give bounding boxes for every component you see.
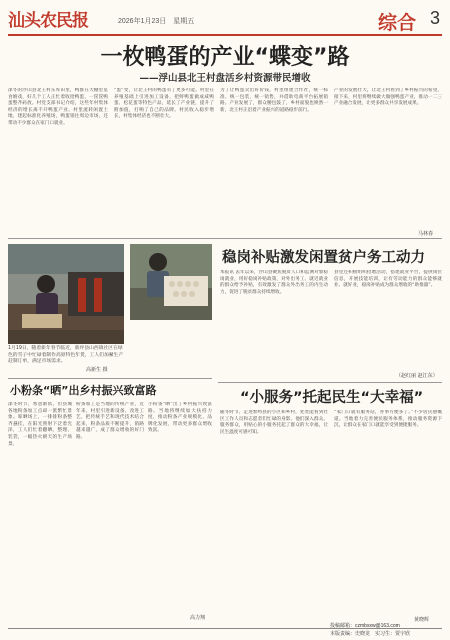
divider: [218, 382, 442, 383]
lead-column-1: 深冬的浮山县北王村东库田里，鸭群在大棚里觅食嬉戏，好几个工人正忙着收拾鸭蛋，一筐筐鸭蛋整齐码放。村党支部书记介绍，这些年村集体经济的增长离不开鸭蛋产业。村里流转闲置土地，建起标准化养殖场，鸭蛋销往周边市场，还带动不少群众在家门口就业。: [8, 88, 108, 126]
story-2-column-2: 县里还积极组织招聘活动，搭建就业平台，提供岗位信息，开展技能培训，让有劳动能力的群众能够就业、就好业，稳岗补贴成为群众增收的“助推器”。: [334, 270, 442, 289]
story-4-headline: “小服务”托起民生“大幸福”: [240, 390, 424, 406]
divider: [8, 238, 442, 239]
lead-subhead: ——浮山县北王村盘活乡村资源带民增收: [139, 73, 311, 84]
photo-woman-gate: [8, 244, 124, 344]
story-2-column-1: 本报讯 去年以来，浮山县聚焦脱贫人口和监测对象稳岗就业，用好稳岗补贴政策，对外出务工、就近就业的群众给予补贴，有效激发了群众外出务工的内生动力，促进了脱贫群众持续增收。: [220, 270, 328, 295]
story-3-column-2: 粉条加工是当地的传统产业，近年来，村里引进新设备、改进工艺，把传统手艺和现代技术结合起来，粉条品质不断提升，销路越来越广，成了群众增收的好门路。: [76, 402, 144, 440]
masthead: [8, 6, 442, 36]
story-3-column-3: 小粉条“晒”出了乡村振兴致富路。当地将继续加大扶持力度，推动粉条产业规模化、品牌化发展，带动更多群众增收致富。: [148, 402, 212, 434]
lead-reporter: 马林春: [418, 231, 434, 237]
story-2-credit: （赵红丽 赵江东）: [396, 373, 438, 379]
divider: [8, 378, 212, 379]
issue-date: 2026年1月23日 星期五: [118, 18, 195, 25]
photo-credit: 高新生 摄: [86, 367, 108, 373]
photo-eggs: [130, 244, 212, 320]
story-3-credit: 高力翔: [190, 615, 206, 621]
newspaper-logo: 汕头农民报: [8, 11, 88, 31]
story-4-column-1: 随冬时节，走进繁峙县的小区和乡村，处处能看到社区工作人员和志愿者们忙碌的身影。他们深入群众、服务群众，用贴心的小服务托起了群众的大幸福，让民生温度可感可知。: [220, 410, 328, 435]
story-4-credit: 黄晓辉: [414, 617, 430, 623]
story-3-headline: 小粉条“晒”出乡村振兴致富路: [10, 384, 157, 397]
footer-editor: 本版责编：史晓龙 实习生：贾宇欣: [330, 631, 411, 637]
story-2-headline: 稳岗补贴激发闲置贫户务工动力: [222, 250, 425, 266]
lead-column-3: 为了让鸭蛋卖出好价钱，村里组建合作社，统一标准、统一包装、统一销售，并借助电商平台拓展销路。产业发展了，群众腰包鼓了，乡村面貌也焕然一新，北王村正沿着产业振兴的道路稳步前行。: [220, 88, 328, 113]
lead-column-4: 产业的发展壮大，让北王村看到了乡村振兴的希望，接下来，村里将继续做大做强鸭蛋产业，推动一二三产业融合发展，让更多群众共享发展成果。: [334, 88, 442, 107]
story-4-column-2: “家门口就有服务站，办事方便多了。”不少居民感慨道。当地着力完善便民服务体系，推动服务资源下沉，让群众在家门口就能享受到便捷服务。: [334, 410, 442, 429]
lead-headline: 一枚鸭蛋的产业“蝶变”路: [100, 45, 350, 70]
page-number: 3: [429, 8, 440, 28]
lead-column-2: “蛋”变，让北王村的鸭蛋有了更多可能。村里在养殖基础上引进加工设备，把鲜鸭蛋做成咸鸭蛋、松花蛋等特色产品，延长了产业链，提升了附加值，打响了自己的品牌。村民收入稳步增长，村集体经济也不断壮大。: [114, 88, 214, 120]
section-title: 综合: [377, 12, 416, 34]
photo-caption: 1月19日，随着新年春节临近，新坪县山西镇社区在绿色的雪子中忙碌着制作高原特色年货，工人们加紧生产赶制订单，满足市场需求。: [8, 346, 124, 364]
footer-email[interactable]: 投稿邮箱：czmbsxw@163.com: [330, 623, 400, 629]
story-3-column-1: 深冬时节，寒意渐浓，但县城各地粉条加工点却一派繁忙景象。晾晒场上，一排排粉条整齐悬挂，在阳光照射下泛着光泽，工人们忙着翻晒、整理、装袋，一幅热火朝天的生产场景。: [8, 402, 72, 447]
